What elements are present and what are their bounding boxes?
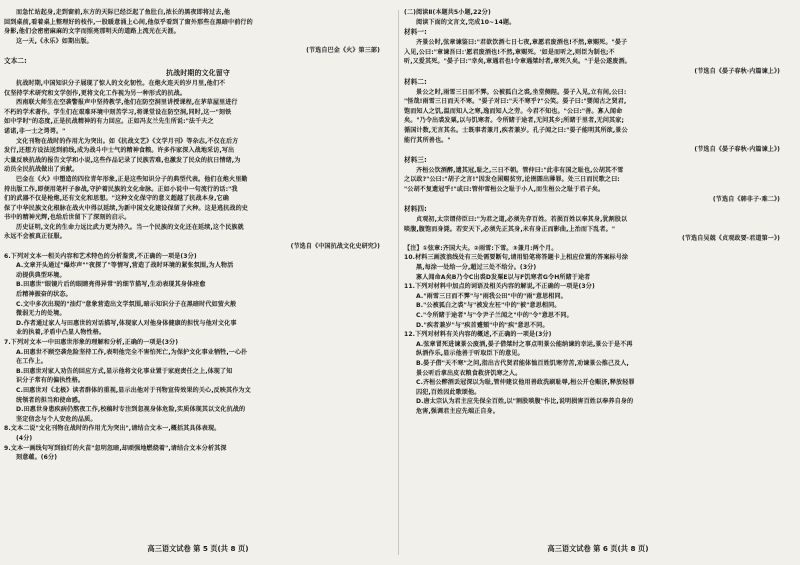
left-text-line: 这一天,《永乐》如期出版。 xyxy=(16,37,93,45)
left-text-line: 抗战时期的文化留守 xyxy=(166,68,230,77)
left-text-line: 后精神振奋的状态。 xyxy=(16,291,72,299)
left-page-text xyxy=(4,8,392,463)
right-text-line: 齐景公时,弦章谏鉴曰:"君欲饮酒七日七夜,章愿君废酒也!不然,章赐死。"晏子 xyxy=(416,39,628,47)
left-text-line: B.田惠世对家人劝告的回应方式,显示他将文化事业置于家庭责任之上,体现了知 xyxy=(16,367,233,375)
left-text-line: 仅坚持学术研究和文学创作,更将文化工作视为另一种形式的抗战。 xyxy=(4,89,187,97)
right-text-line: 饱而知人之饥,温而知人之寒,逸而知人之劳。今君不知也。"公曰:"善。寡人闻命 xyxy=(404,107,623,115)
right-text-line: 矣。"乃令出裘发粟,以与饥寒者。令所睹于途者,无问其乡;所睹于里者,无问其家; xyxy=(404,117,624,125)
right-text-line: D."疾者兼岁"与"疾首蹙頞"中的"疾"意思不同。 xyxy=(416,321,549,329)
page-divider xyxy=(398,10,399,555)
right-text-line: (节选自《晏子春秋·内篇谏上》) xyxy=(694,67,780,75)
left-text-line: 身影,他们会密密麻麻的文字而照亮那明天的道路上流光在天涯。 xyxy=(4,28,180,36)
page-right xyxy=(404,8,792,556)
left-text-line: 们的武器不仅是枪炮,还有文化和思想。"这种文化保守的意义超越了抗战本身,它确 xyxy=(4,195,229,203)
right-text-line: 纵酒作乐,显示他善于听取臣下的意见。 xyxy=(416,350,524,358)
left-text-line: D.作者通过家人与田惠世的对话描写,体现家人对他身体健康的担忧与他对文化事 xyxy=(16,319,237,327)
left-text-line: 而急忙站起身,走到窗前,东方的天际已经泛起了鱼肚白,浓长的黑夜即将过去,他 xyxy=(16,9,231,16)
left-text-line: 永远不会被真正征服。 xyxy=(4,233,66,241)
left-text-line: 6.下列对文本一相关内容和艺术特色的分析鉴赏,不正确的一项是(3分) xyxy=(4,252,197,260)
left-text-line: 回到桌前,看着桌上整理好的枝作,一股暖意涌上心间,他似乎看到了窗外那些在黑暗中前行的 xyxy=(4,18,253,26)
right-text-line: 10.材料三画波浪线处有三处需要断句,请用铅笔将答题卡上相应位置的答案标号涂 xyxy=(404,254,629,262)
right-text-line: 材料二: xyxy=(404,77,427,86)
left-text-line: 西南联大师生在空袭警报声中坚持教学,他们在防空洞里讲授课程,在茅草屋里进行 xyxy=(16,99,238,107)
left-text-line: 文本二: xyxy=(4,56,27,65)
right-text-line: C."令所睹于途者"与"令尹子兰闻之"中的"令"意思不同。 xyxy=(416,312,573,320)
right-text-line: 11.下列对材料中加点的词语及相关内容的解说,不正确的一项是(3分) xyxy=(404,283,595,291)
left-text-line: 如中学时"的态度,正是抗战精神的有力回应。正如冯友兰先生所说:"法千夫之 xyxy=(4,118,214,126)
right-text-line: C.齐桓公醉酒丢冠深以为耻,管仲建议他用善政洗刷耻辱,桓公开仓赈济,释放轻罪 xyxy=(416,379,635,387)
right-text-line: 听,又爱其死。"晏子曰:"幸矣,章遇君也!令章遇桀纣者,章死久矣。"于是公遂废酒。 xyxy=(404,58,631,66)
right-text-line: A."雨雪三日而不霁"与"雨我公田"中的"雨"意思相同。 xyxy=(416,292,567,300)
right-text-line: B.晏子借"天不寒"之问,指出古代贤君能体恤百姓饥寒劳苦,劝谏景公推己及人, xyxy=(416,360,629,367)
right-text-line: B."公被狐白之裘"与"被发左衽"中的"被"意思相同。 xyxy=(416,302,561,310)
left-text-line: 9.文本一画线句写到油灯的火苗"忽明忽暗,却顽强地燃烧着",请结合文本分析其深 xyxy=(4,444,227,452)
right-text-line: (节选自《韩非子·难二》) xyxy=(712,195,780,203)
right-text-line: 贞观初,太宗谓侍臣曰:"为君之道,必须先存百姓。若损百姓以奉其身,犹割股以 xyxy=(416,216,628,224)
left-text-line: 7.下列对文本一中田惠世形象的理解和分析,正确的一项是(3分) xyxy=(4,339,179,346)
left-text-line: C.文中多次出现的"油灯"意象营造出文学氛围,暗示知识分子在黑暗时代如萤火般 xyxy=(16,300,237,308)
right-page-footer: 高三语文试卷 第 6 页(共 8 页) xyxy=(547,544,649,553)
left-text-line: 发行,还想方设法送到前线,成为战斗中士气的精神食粮。许多作家深入战地采访,写出 xyxy=(4,147,235,155)
right-text-line: 材料一: xyxy=(404,28,427,37)
right-text-line: 景公听后拿出皮衣粮食救济饥寒之人。 xyxy=(416,369,522,377)
left-text-line: 文化刊物在战时的作用尤为突出。如《抗战文艺》《文学月刊》等杂志,不仅在后方 xyxy=(16,137,239,145)
left-text-line: B.田惠世"眼镜片后的眼睛亮得异常"的细节描写,生动表现其身体痊愈 xyxy=(16,281,206,289)
right-page-text xyxy=(404,8,792,417)
right-text-line: (节选自吴兢《贞观政要·君道第一》) xyxy=(681,235,780,243)
right-text-line: 景公之时,雨雪三日而不霁。公被狐白之裘,坐堂侧陛。晏子入见,立有间,公曰: xyxy=(416,88,627,96)
left-text-line: (4分) xyxy=(16,434,33,442)
left-text-line: 统领者的担当和使命感。 xyxy=(16,396,85,404)
left-text-line: 业的执着,矛盾中凸显人物性格。 xyxy=(16,329,106,337)
right-text-line: 齐桓公饮酒醉,遗其冠,耻之,三日不朝。管仲曰:"此非有国之耻也,公胡其不雪 xyxy=(416,166,624,174)
left-text-line: 在工作上。 xyxy=(16,358,47,366)
left-text-line: 识分子常有的偏执性格。 xyxy=(16,377,85,385)
left-text-line: 历史证明,文化的生命力远比武力更为持久。当一个民族的文化还在延续,这个民族就 xyxy=(16,223,244,231)
right-text-line: 之以政?"公曰:"胡子之言!"因发仓囷赐贫穷,论囹圄出薄罪。处三日而民歌之曰: xyxy=(404,176,620,184)
left-text-line: 刻意蕴。(6分) xyxy=(16,454,58,462)
right-text-line: "怪哉!雨雪三日而天不寒。"晏子对曰:"天不寒乎?"公笑。晏子曰:"婴闻古之贤君, xyxy=(404,98,627,106)
left-text-line: A.文章开头通过"爆炸声""夜探了"等情写,营造了战时环境的紧张氛围,为人物活 xyxy=(16,262,234,270)
left-text-line: 巴金在《火》中塑造的四位青年形象,正是这些知识分子的典型代表。他们在炮火里勤 xyxy=(16,175,248,183)
right-text-line: 黑,每涂一处给一分,超过三处不给分。(3分) xyxy=(416,264,537,272)
right-text-line: 啖腹,腹饱而身毙。若安天下,必须先正其身,未有身正而影曲,上治而下乱者。" xyxy=(404,225,616,233)
left-text-line: C.田惠世对《北极》读者群体的重视,显示出他对于刊物宣传效果的关心,反映其作为文 xyxy=(16,386,251,394)
left-text-line: 不朽的学术著作。学生们在艰难环境中刻苦学习,将课堂设在防空洞,同时,这一"刻铁 xyxy=(4,108,232,116)
right-text-line: 循国计数,无言其名。士既事者兼月,疾者兼岁。孔子闻之曰:"晏子能明其所欲,景公 xyxy=(404,126,628,134)
right-text-line: 12.下列对材料有关内容的概述,不正确的一项是(3分) xyxy=(404,331,552,339)
left-text-line: 抗战时期,中国知识分子展现了惊人的文化韧性。在炮火连天的岁月里,他们不 xyxy=(16,79,226,87)
right-text-line: 阅读下面的文言文,完成10~14题。 xyxy=(416,18,516,26)
left-text-line: D.田惠世身患疾病仍熬夜工作,校稿时专注到忽视身体危险,实质体现其以文化抗战的 xyxy=(16,406,246,414)
left-text-line: 微弱无力的处境。 xyxy=(16,310,66,318)
page-left xyxy=(4,8,392,556)
left-text-line: 动提供典型环境。 xyxy=(16,271,66,279)
left-text-line: 持出版工作,即便用笔杆子参战,守护着民族的文化命脉。正如小说中一句流行的话:"我 xyxy=(4,185,238,193)
right-text-line: 材料三: xyxy=(404,155,427,164)
right-text-line: 囚犯,百姓因此歌颂他。 xyxy=(416,388,481,396)
right-text-line: D.唐太宗认为君主应先保全百姓,以"割股啖腹"作比,说明损害百姓以奉养自身的 xyxy=(416,398,634,406)
left-text-line: A.田惠世不顾空袭危险坚持工作,表明他完全不害怕死亡,为保护文化事业牺牲,一心扑 xyxy=(16,348,248,356)
right-text-line: (节选自《晏子春秋·内篇谏上》) xyxy=(694,146,780,154)
left-text-line: 动员全民抗战做出了贡献。 xyxy=(4,166,79,174)
left-page-footer: 高三语文试卷 第 5 页(共 8 页) xyxy=(147,544,249,553)
right-text-line: 危害,强调君主应先端正自身。 xyxy=(416,407,499,415)
left-text-line: 大量反映抗战的报告文学和小说,这些作品记录了民族苦难,也激发了民众的抗日情绪,为 xyxy=(4,156,241,164)
right-text-line: 入见,公曰:"章谏吾曰:'愿君废酒也!不然,章赐死。'如是而听之,则臣为制也;不 xyxy=(404,48,615,56)
right-text-line: A.弦章冒死进谏景公废酒,晏子借桀纣之事点明景公能纳谏的幸运,景公于是不再 xyxy=(416,340,633,348)
left-text-line: (节选自巴金《火》第三部) xyxy=(306,47,380,55)
left-text-line: 诺诺,非一士之谔谔。" xyxy=(4,127,66,135)
left-text-line: (节选自《中国抗战文化史研究》) xyxy=(290,243,380,251)
right-text-line: 【注】①弦章:齐国大夫。②雨雪:下雪。③兼月:两个月。 xyxy=(404,244,558,252)
right-text-line: 能行其所善也。" xyxy=(404,136,451,144)
right-text-line: "公胡不复遗冠乎!"或曰:管仲雪桓公之耻于小人,而生桓公之耻于君子矣。 xyxy=(404,185,605,193)
right-text-line: 寡人闻命A矣B乃令C出裘D发粟E以与F饥寒者G令H所睹于途者 xyxy=(416,273,591,281)
left-text-line: 坚定信念与个人安危的品质。 xyxy=(16,415,97,423)
right-text-line: 材料四: xyxy=(404,205,427,214)
left-text-line: 书中的精神光辉,也给后世留下了深刻的启示。 xyxy=(4,214,131,222)
right-text-line: (二)阅读Ⅱ(本题共5小题,22分) xyxy=(404,9,491,16)
left-text-line: 8.文本二说"文化刊物在战时的作用尤为突出",请结合文本一,概括其具体表现。 xyxy=(4,425,221,433)
left-text-line: 保了中华民族文化根脉在战火中得以延续,为新中国文化建设保留了火种。这是逃抗战的史 xyxy=(4,204,248,212)
